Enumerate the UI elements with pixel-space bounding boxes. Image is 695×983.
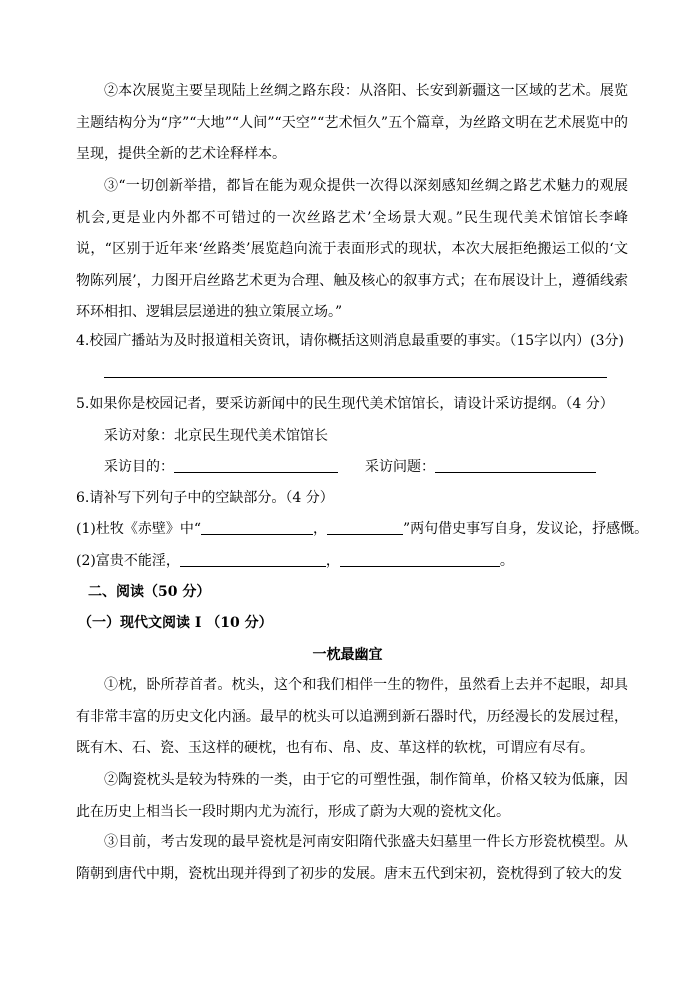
article-paragraph-2: ②陶瓷枕头是较为特殊的一类，由于它的可塑性强，制作简单，价格又较为低廉，因此在历史上相当长一段时期内尤为流行，形成了蔚为大观的瓷枕文化。 [76, 772, 628, 820]
q6-item2-blank-2[interactable] [340, 552, 500, 567]
article-paragraph-1: ①枕，卧所荐首者。枕头，这个和我们相伴一生的物件，虽然看上去并不起眼，却具有非常丰富的历史文化内涵。最早的枕头可以追溯到新石器时代，历经漫长的发展过程，既有木、石、瓷、玉这样的硬枕，也有布、帛、皮、革这样的软枕，可谓应有尽有。 [76, 677, 628, 757]
q6-item1-comma: ， [313, 521, 327, 537]
q6-item1-blank-1[interactable] [201, 520, 313, 535]
question-6-item-2 [76, 551, 514, 571]
question-6-item-1 [76, 519, 648, 539]
question-6: 6.请补写下列句子中的空缺部分。（4 分） [76, 490, 334, 506]
q6-item2-blank-1[interactable] [180, 552, 326, 567]
question-5: 5.如果你是校园记者，要采访新闻中的民生现代美术馆馆长，请设计采访提纲。（4 分） [76, 396, 614, 412]
interview-question-label: 采访问题： [365, 459, 435, 475]
passage-paragraph-2: ②本次展览主要呈现陆上丝绸之路东段：从洛阳、长安到新疆这一区域的艺术。展览主题结构分为“序”“大地”“人间”“天空”“艺术恒久”五个篇章，为丝路文明在艺术展览中的呈现，提供全新的艺术诠释样本。 [76, 83, 628, 163]
q6-item1-blank-2[interactable] [327, 520, 403, 535]
interview-row [104, 457, 596, 477]
passage-paragraph-3: ③“一切创新举措，都旨在能为观众提供一次得以深刻感知丝绸之路艺术魅力的观展机会,更是业内外都不可错过的一次丝路艺术’全场景大观。”民生现代美术馆馆长李峰说，“区别于近年来‘丝路类’展览趋向流于表面形式的现状，本次大展拒绝搬运工似的‘文物陈列展’，力图开启丝路艺术更为合理、触及核心的叙事方式；在布展设计上，遵循线索环环相扣、逻辑层层递进的独立策展立场。” [76, 178, 628, 321]
interview-purpose-blank[interactable] [174, 458, 338, 473]
answer-line-q4[interactable] [104, 377, 607, 378]
article-title: 一枕最幽宜 [312, 647, 383, 663]
q6-item2-comma: ， [325, 553, 340, 569]
interview-question-blank[interactable] [435, 458, 596, 473]
subsection-heading: （一）现代文阅读 I （10 分） [78, 615, 273, 631]
article-paragraph-3: ③目前，考古发现的最早瓷枕是河南安阳隋代张盛夫妇墓里一件长方形瓷枕模型。从隋朝到唐代中期，瓷枕出现并得到了初步的发展。唐末五代到宋初，瓷枕得到了较大的发 [76, 834, 628, 882]
q6-item2-end: 。 [499, 553, 514, 569]
section-heading: 二、阅读（50 分） [88, 584, 211, 600]
q6-item2-prefix: (2)富贵不能淫， [76, 553, 180, 569]
interview-object: 采访对象：北京民生现代美术馆馆长 [104, 428, 328, 444]
q6-item1-prefix: (1)杜牧《赤壁》中“ [76, 521, 201, 537]
q6-item1-suffix: ”两句借史事写自身，发议论，抒感慨。 [403, 521, 649, 537]
interview-purpose-label: 采访目的： [104, 459, 174, 475]
question-4: 4.校园广播站为及时报道相关资讯，请你概括这则消息最重要的事实。（15字以内）(3分) [76, 333, 625, 349]
